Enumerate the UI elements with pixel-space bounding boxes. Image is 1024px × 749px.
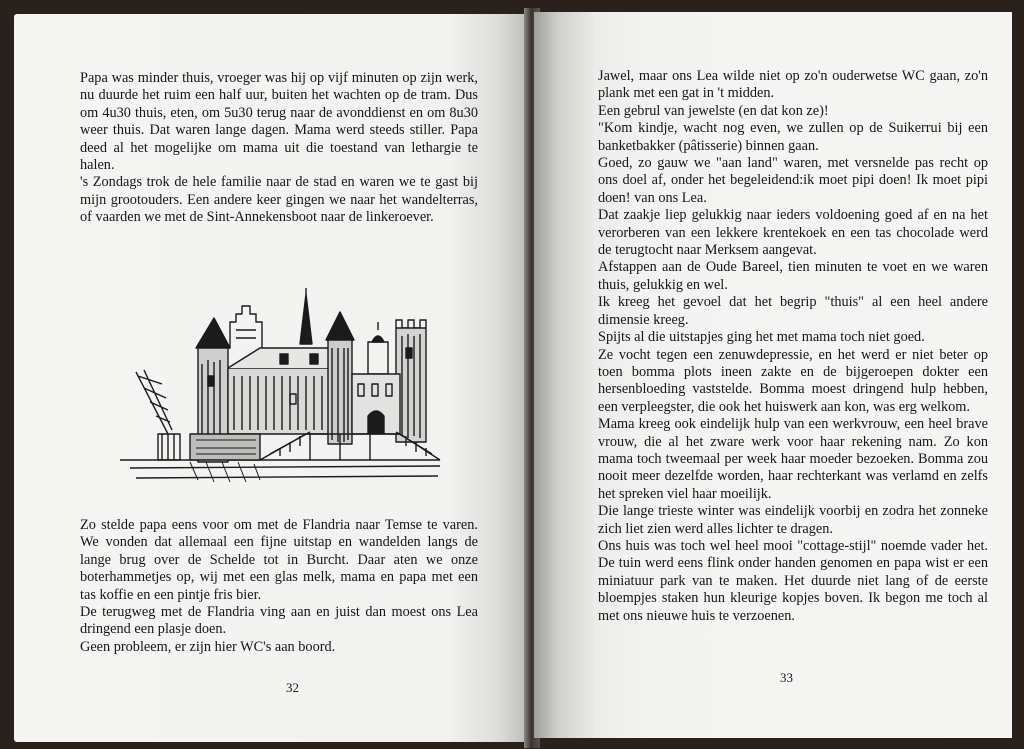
right-text <box>598 68 988 625</box>
paragraph: De terugweg met de Flandria ving aan en juist dan moest ons Lea dringend een plasje doen. <box>80 604 478 638</box>
right-page <box>534 12 1012 738</box>
castle-illustration <box>110 284 456 500</box>
paragraph: "Kom kindje, wacht nog even, we zullen op de Suikerrui bij een banketbakker (pâtisserie) binnen gaan. <box>598 120 988 154</box>
paragraph: Papa was minder thuis, vroeger was hij op vijf minuten op zijn werk, nu duurde het ruim een half uur, buiten het wachten op de tram. Dus om 4u30 thuis, eten, om 5u30 terug naar de avonddienst en om 8u30 weer thuis. Dat waren lange dagen. Mama werd steeds stiller. Papa deed al het mogelijke om mama uit die toestand van lethargie te halen. <box>80 70 478 174</box>
paragraph: 's Zondags trok de hele familie naar de stad en waren we te gast bij mijn grootouders. Een andere keer gingen we naar het wandelterras, of vaarden we met de Sint-Annekensboot naar de linkeroever. <box>80 174 478 226</box>
paragraph: Dat zaakje liep gelukkig naar ieders voldoening goed af en na het verorberen van een lekkere krentekoek en een tas chocolade werd de terugtocht naar Merksem aangevat. <box>598 207 988 259</box>
paragraph: Ik kreeg het gevoel dat het begrip "thuis" al een heel andere dimensie kreeg. <box>598 294 988 328</box>
paragraph: Ze vocht tegen een zenuwdepressie, en het werd er niet beter op toen bomma plots ineen zakte en de bijgeroepen dokter een hersenbloeding vaststelde. Bomma moest dringend hulp hebben, een verpleegster, die ook het huiswerk aan kon, was erg welkom. <box>598 346 988 415</box>
page-number-right: 33 <box>780 670 793 685</box>
paragraph: Geen probleem, er zijn hier WC's aan boord. <box>80 638 336 655</box>
paragraph: Afstappen aan de Oude Bareel, tien minuten te voet en we waren thuis, gelukkig en wel. <box>598 259 988 293</box>
paragraph: Een gebrul van jewelste (en dat kon ze)! <box>598 102 829 119</box>
page-number-left: 32 <box>286 680 299 695</box>
paragraph: Jawel, maar ons Lea wilde niet op zo'n ouderwetse WC gaan, zo'n plank met een gat in 't midden. <box>598 68 988 102</box>
paragraph: Goed, zo gauw we "aan land" waren, met versnelde pas recht op ons doel af, onder het begeleidend:ik moet pipi doen! Ik moet pipi doen! van ons Lea. <box>598 155 988 206</box>
left-text-bottom <box>80 517 478 656</box>
left-page <box>14 14 530 742</box>
paragraph: Spijts al die uitstapjes ging het met mama toch niet goed. <box>598 329 925 346</box>
left-text-top <box>80 70 478 227</box>
paragraph: Zo stelde papa eens voor om met de Flandria naar Temse te varen. We vonden dat allemaal een fijne uitstap en wandelden langs de lange brug over de Schelde tot in Burcht. Daar aten we onze boterhammetjes op, wij met een glas melk, mama en papa met een tas koffie en een pintje fris bier. <box>80 517 478 603</box>
cone-tower-drawing <box>326 312 354 444</box>
paragraph: Die lange trieste winter was eindelijk voorbij en zodra het zonneke zich liet zien werd alles lichter te dragen. <box>598 503 988 537</box>
paragraph: Mama kreeg ook eindelijk hulp van een werkvrouw, een heel brave vrouw, die al het zware werk voor haar rekening nam. Zo kon mama toch tweemaal per week haar moeder bezoeken. Bomma zou nooit meer dezelfde worden, haar rechterkant was verlamd en zelfs het spreken viel haar moeilijk. <box>598 416 988 502</box>
crane-drawing <box>136 370 180 460</box>
paragraph: Ons huis was toch wel heel mooi "cottage-stijl" noemde vader het. De tuin werd eens flink onder handen genomen en papa wist er een miniatuur park van te maken. Het duurde niet lang of de eerste bloempjes staken hun kleurige kopjes boven. Ik begon me toch al met ons nieuwe huis te verzoenen. <box>598 537 988 624</box>
